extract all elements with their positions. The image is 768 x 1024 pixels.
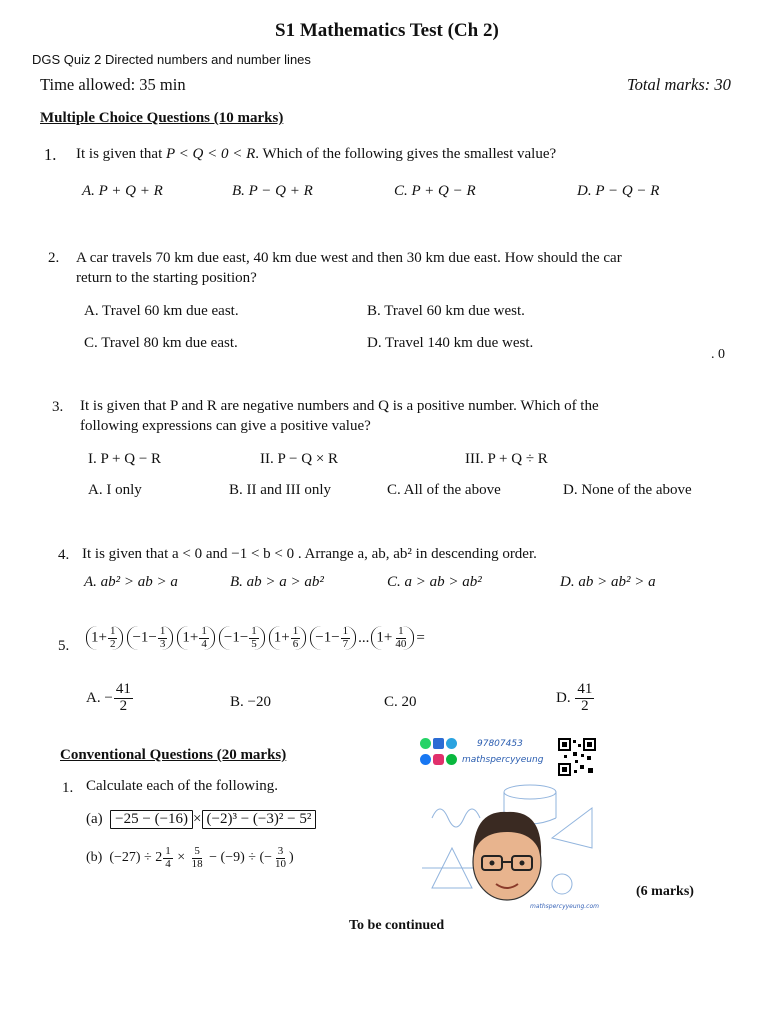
- mc-q1-text-a: It is given that: [76, 146, 166, 162]
- stray-mark: . 0: [711, 347, 725, 362]
- mc-q4-text: It is given that a < 0 and −1 < b < 0 . Arrange a, ab, ab² in descending order.: [82, 546, 537, 562]
- social-icons-row-2: [420, 754, 543, 765]
- mc-q3-statement-3: III. P + Q ÷ R: [465, 451, 548, 467]
- conv-q1a-bracket-2: (−2)³ − (−3)² − 5²: [202, 810, 317, 829]
- mc-q5-term: 1+ $\frac{1}{40}$: [371, 626, 414, 650]
- mc-q3-statement-2: II. P − Q × R: [260, 451, 339, 467]
- mc-q1-question: [76, 146, 556, 163]
- mc-q4-number: 4.: [58, 547, 70, 563]
- mc-q4-option-a: A. ab² > ab > a: [84, 574, 178, 590]
- mc-q5-number: 5.: [58, 638, 70, 654]
- social-icons-row-1: [420, 738, 523, 749]
- mc-q3-statement-1: I. P + Q − R: [88, 451, 162, 467]
- mc-q1-text-b: . Which of the following gives the smallest value?: [255, 146, 557, 162]
- conv-q1a-bracket-1: −25 − (−16): [110, 810, 193, 829]
- mc-q2-option-a: A. Travel 60 km due east.: [84, 303, 239, 319]
- mc-q1-number: 1.: [44, 145, 57, 164]
- mc-q2-option-b: B. Travel 60 km due west.: [367, 303, 525, 319]
- mc-q1-option-a: A. P + Q + R: [82, 183, 163, 199]
- wechat-icon: [446, 754, 457, 765]
- mc-q1-option-b: B. P − Q + R: [232, 183, 313, 199]
- instagram-icon: [433, 754, 444, 765]
- mc-q2-line1: A car travels 70 km due east, 40 km due west and then 30 km due east. How should the car: [76, 250, 622, 266]
- mc-q5-term: 1+ $\frac{1}{2}$: [86, 626, 123, 650]
- mc-q1-condition: P < Q < 0 < R: [166, 146, 256, 162]
- mc-q5-option-b: B. −20: [230, 694, 271, 710]
- facebook-icon: [420, 754, 431, 765]
- conv-q1a-label: (a): [86, 811, 103, 827]
- whatsapp-icon: [420, 738, 431, 749]
- mc-q5-term: −1− $\frac{1}{3}$: [127, 626, 173, 650]
- promo-url: mathspercyyeung.com: [530, 903, 599, 910]
- promo-graphic: [412, 736, 602, 912]
- quiz-subtitle: DGS Quiz 2 Directed numbers and number lines: [32, 52, 311, 67]
- conv-q1-marks: (6 marks): [636, 884, 694, 899]
- mc-q5-term: −1− $\frac{1}{7}$: [310, 626, 356, 650]
- conv-q1a: (a) −25 − (−16) × (−2)³ − (−3)² − 5²: [86, 810, 316, 829]
- time-allowed: Time allowed: 35 min: [40, 75, 186, 94]
- mc-q5-term: −1− $\frac{1}{5}$: [219, 626, 265, 650]
- mc-q4-option-d: D. ab > ab² > a: [560, 574, 656, 590]
- conv-q1b-label: (b): [86, 850, 103, 866]
- mc-q5-term: 1+ $\frac{1}{4}$: [177, 626, 214, 650]
- mc-q2-option-c: C. Travel 80 km due east.: [84, 335, 238, 351]
- promo-handle: mathspercyyeung: [462, 754, 544, 765]
- mc-q3-option-b: B. II and III only: [229, 482, 332, 498]
- mc-q5-ellipsis: ...: [358, 629, 370, 646]
- mc-q5-term: 1+ $\frac{1}{6}$: [269, 626, 306, 650]
- mc-q2-line2: return to the starting position?: [76, 270, 257, 286]
- conv-q1b: (b) (−27) ÷ 2 $\frac{1}{4}$ × $\frac{5}{18}$ − (−9) ÷ (− $\frac{3}{10}$ ): [86, 845, 294, 870]
- mc-q2-number: 2.: [48, 250, 60, 266]
- mc-q5-expression: [84, 626, 425, 650]
- mc-q5-equals: =: [416, 629, 425, 646]
- conv-q1-number: 1.: [62, 780, 74, 796]
- mc-q5-option-c: C. 20: [384, 694, 417, 710]
- mc-heading: Multiple Choice Questions (10 marks): [40, 110, 284, 126]
- mc-q4-option-c: C. a > ab > ab²: [387, 574, 482, 590]
- qr-code-icon: [558, 738, 596, 776]
- mc-q1-option-d: D. P − Q − R: [577, 183, 660, 199]
- mc-q5-option-d: D. $\frac{41}{2}$: [556, 681, 593, 714]
- mc-q3-option-d: D. None of the above: [563, 482, 692, 498]
- mc-q3-line1: It is given that P and R are negative numbers and Q is a positive number. Which of the: [80, 398, 599, 414]
- total-marks: Total marks: 30: [627, 75, 731, 94]
- math-avatar-illustration: [412, 778, 602, 912]
- mc-q1-option-c: C. P + Q − R: [394, 183, 476, 199]
- to-be-continued: To be continued: [349, 918, 445, 933]
- conv-q1-text: Calculate each of the following.: [86, 778, 279, 794]
- mc-q4-option-b: B. ab > a > ab²: [230, 574, 324, 590]
- mc-q3-line2: following expressions can give a positive value?: [80, 418, 371, 434]
- mc-q5-option-a: A. − $\frac{41}{2}$: [86, 681, 131, 714]
- mc-q3-number: 3.: [52, 399, 64, 415]
- mc-q2-option-d: D. Travel 140 km due west.: [367, 335, 534, 351]
- promo-phone: 97807453: [477, 738, 523, 749]
- telegram-icon: [446, 738, 457, 749]
- mc-q3-option-a: A. I only: [88, 482, 142, 498]
- conv-heading: Conventional Questions (20 marks): [60, 747, 287, 763]
- mc-q3-option-c: C. All of the above: [387, 482, 501, 498]
- signal-icon: [433, 738, 444, 749]
- page-title: S1 Mathematics Test (Ch 2): [275, 20, 499, 41]
